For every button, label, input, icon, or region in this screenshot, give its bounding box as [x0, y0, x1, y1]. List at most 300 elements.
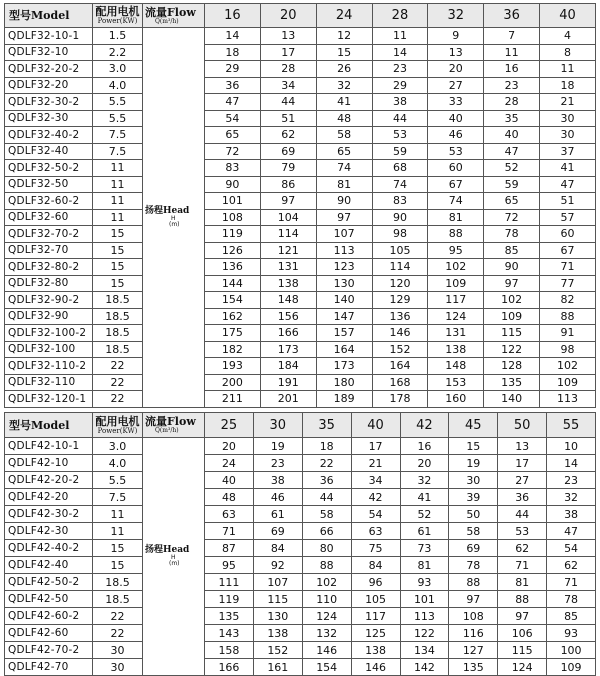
head-value-cell: 88 [540, 308, 596, 325]
head-value-cell: 97 [260, 193, 316, 210]
flow-value-header: 24 [316, 4, 372, 28]
head-value-cell: 13 [260, 28, 316, 45]
head-label: 扬程Head [145, 545, 190, 555]
head-value-cell: 93 [400, 574, 449, 591]
head-value-cell: 21 [540, 94, 596, 111]
power-cell: 30 [93, 659, 143, 676]
head-value-cell: 44 [372, 110, 428, 127]
head-value-cell: 23 [484, 77, 540, 94]
table-row [5, 608, 596, 625]
table-row [5, 193, 596, 210]
power-cell: 18.5 [93, 341, 143, 358]
power-cell: 15 [93, 226, 143, 243]
head-value-cell: 78 [449, 557, 498, 574]
head-value-cell: 84 [351, 557, 400, 574]
head-value-cell: 136 [372, 308, 428, 325]
head-value-cell: 36 [302, 472, 351, 489]
head-value-cell: 17 [498, 455, 547, 472]
power-cell: 1.5 [93, 28, 143, 45]
head-value-cell: 29 [205, 61, 261, 78]
head-value-cell: 100 [547, 642, 596, 659]
model-cell: QDLF32-120-1 [5, 391, 93, 408]
power-cell: 22 [93, 358, 143, 375]
head-value-cell: 135 [205, 608, 254, 625]
head-value-cell: 81 [498, 574, 547, 591]
pump-table-qdlf42 [4, 412, 596, 676]
table-row [5, 143, 596, 160]
head-value-cell: 12 [316, 28, 372, 45]
head-value-cell: 154 [302, 659, 351, 676]
head-value-cell: 91 [540, 325, 596, 342]
head-value-cell: 57 [540, 209, 596, 226]
head-value-cell: 36 [498, 489, 547, 506]
head-value-cell: 67 [540, 242, 596, 259]
head-value-cell: 62 [547, 557, 596, 574]
head-value-cell: 69 [253, 523, 302, 540]
head-value-cell: 63 [351, 523, 400, 540]
head-value-cell: 86 [260, 176, 316, 193]
head-unit: (m) [169, 220, 180, 228]
table-row [5, 642, 596, 659]
head-value-cell: 40 [484, 127, 540, 144]
head-value-cell: 20 [428, 61, 484, 78]
head-value-cell: 110 [302, 591, 351, 608]
head-value-cell: 106 [498, 625, 547, 642]
table-row [5, 226, 596, 243]
head-value-cell: 28 [484, 94, 540, 111]
head-value-cell: 109 [428, 275, 484, 292]
head-value-cell: 53 [498, 523, 547, 540]
head-value-cell: 178 [372, 391, 428, 408]
power-cell: 2.2 [93, 44, 143, 61]
head-value-cell: 135 [484, 374, 540, 391]
head-value-cell: 34 [260, 77, 316, 94]
head-value-cell: 13 [498, 438, 547, 455]
head-value-cell: 11 [372, 28, 428, 45]
head-value-cell: 130 [253, 608, 302, 625]
head-value-cell: 97 [449, 591, 498, 608]
head-value-cell: 84 [253, 540, 302, 557]
head-label-cell [143, 28, 205, 408]
head-value-cell: 74 [372, 176, 428, 193]
table-row [5, 292, 596, 309]
table-row [5, 391, 596, 408]
table-row [5, 209, 596, 226]
head-value-cell: 29 [372, 77, 428, 94]
head-value-cell: 108 [449, 608, 498, 625]
head-value-cell: 38 [253, 472, 302, 489]
power-cell: 4.0 [93, 77, 143, 94]
head-value-cell: 38 [547, 506, 596, 523]
head-value-cell: 123 [316, 259, 372, 276]
head-value-cell: 101 [205, 193, 261, 210]
head-value-cell: 115 [484, 325, 540, 342]
table-row [5, 341, 596, 358]
head-value-cell: 115 [253, 591, 302, 608]
head-value-cell: 54 [547, 540, 596, 557]
model-cell: QDLF32-70 [5, 242, 93, 259]
head-value-cell: 79 [260, 160, 316, 177]
head-value-cell: 85 [547, 608, 596, 625]
table-row [5, 506, 596, 523]
head-value-cell: 58 [302, 506, 351, 523]
head-value-cell: 72 [205, 143, 261, 160]
table-row [5, 160, 596, 177]
head-value-cell: 30 [540, 127, 596, 144]
head-value-cell: 105 [372, 242, 428, 259]
head-value-cell: 39 [449, 489, 498, 506]
head-value-cell: 34 [351, 472, 400, 489]
head-value-cell: 162 [205, 308, 261, 325]
head-value-cell: 131 [260, 259, 316, 276]
model-cell: QDLF42-50 [5, 591, 93, 608]
flow-value-header: 30 [253, 413, 302, 438]
head-value-cell: 129 [372, 292, 428, 309]
head-value-cell: 146 [302, 642, 351, 659]
power-cell: 18.5 [93, 292, 143, 309]
head-value-cell: 98 [372, 226, 428, 243]
table-row [5, 259, 596, 276]
head-value-cell: 146 [372, 325, 428, 342]
model-cell: QDLF32-80-2 [5, 259, 93, 276]
table-row [5, 574, 596, 591]
head-value-cell: 128 [484, 358, 540, 375]
head-value-cell: 136 [205, 259, 261, 276]
power-cell: 11 [93, 506, 143, 523]
power-cell: 11 [93, 160, 143, 177]
table-row [5, 455, 596, 472]
model-cell: QDLF32-90 [5, 308, 93, 325]
flow-value-header: 42 [400, 413, 449, 438]
head-value-cell: 68 [372, 160, 428, 177]
model-cell: QDLF32-110-2 [5, 358, 93, 375]
head-value-cell: 62 [260, 127, 316, 144]
head-value-cell: 142 [400, 659, 449, 676]
head-value-cell: 48 [316, 110, 372, 127]
head-value-cell: 74 [428, 193, 484, 210]
head-value-cell: 14 [205, 28, 261, 45]
head-value-cell: 83 [372, 193, 428, 210]
head-value-cell: 135 [449, 659, 498, 676]
head-value-cell: 44 [498, 506, 547, 523]
model-cell: QDLF42-10-1 [5, 438, 93, 455]
head-value-cell: 16 [400, 438, 449, 455]
table-row [5, 94, 596, 111]
head-value-cell: 109 [547, 659, 596, 676]
table-row [5, 374, 596, 391]
head-value-cell: 173 [316, 358, 372, 375]
head-value-cell: 71 [205, 523, 254, 540]
head-value-cell: 164 [316, 341, 372, 358]
head-value-cell: 90 [484, 259, 540, 276]
head-value-cell: 121 [260, 242, 316, 259]
head-value-cell: 119 [205, 226, 261, 243]
head-value-cell: 88 [449, 574, 498, 591]
head-value-cell: 69 [449, 540, 498, 557]
head-value-cell: 32 [316, 77, 372, 94]
head-value-cell: 63 [205, 506, 254, 523]
head-value-cell: 138 [260, 275, 316, 292]
power-cell: 3.0 [93, 61, 143, 78]
model-cell: QDLF42-50-2 [5, 574, 93, 591]
power-cell: 22 [93, 374, 143, 391]
head-value-cell: 114 [372, 259, 428, 276]
head-value-cell: 102 [428, 259, 484, 276]
head-value-cell: 8 [540, 44, 596, 61]
power-cell: 7.5 [93, 127, 143, 144]
model-cell: QDLF32-60 [5, 209, 93, 226]
head-value-cell: 41 [540, 160, 596, 177]
power-cell: 11 [93, 176, 143, 193]
header-row [5, 4, 596, 28]
head-value-cell: 46 [253, 489, 302, 506]
flow-value-header: 20 [260, 4, 316, 28]
head-value-cell: 152 [372, 341, 428, 358]
head-value-cell: 54 [351, 506, 400, 523]
head-value-cell: 11 [484, 44, 540, 61]
head-value-cell: 78 [547, 591, 596, 608]
head-value-cell: 107 [316, 226, 372, 243]
model-cell: QDLF32-10-1 [5, 28, 93, 45]
head-value-cell: 164 [372, 358, 428, 375]
head-value-cell: 189 [316, 391, 372, 408]
head-value-cell: 180 [316, 374, 372, 391]
table-row [5, 110, 596, 127]
head-value-cell: 105 [351, 591, 400, 608]
head-value-cell: 143 [205, 625, 254, 642]
head-value-cell: 153 [428, 374, 484, 391]
head-value-cell: 23 [372, 61, 428, 78]
head-value-cell: 116 [449, 625, 498, 642]
head-value-cell: 53 [372, 127, 428, 144]
head-value-cell: 88 [302, 557, 351, 574]
table-row [5, 591, 596, 608]
head-value-cell: 127 [449, 642, 498, 659]
model-cell: QDLF32-100-2 [5, 325, 93, 342]
model-cell: QDLF42-30 [5, 523, 93, 540]
head-value-cell: 130 [316, 275, 372, 292]
head-value-cell: 51 [260, 110, 316, 127]
head-value-cell: 191 [260, 374, 316, 391]
head-value-cell: 59 [484, 176, 540, 193]
head-value-cell: 95 [428, 242, 484, 259]
head-value-cell: 156 [260, 308, 316, 325]
head-value-cell: 74 [316, 160, 372, 177]
table-row [5, 44, 596, 61]
head-value-cell: 90 [205, 176, 261, 193]
head-value-cell: 102 [302, 574, 351, 591]
head-value-cell: 40 [205, 472, 254, 489]
head-value-cell: 65 [205, 127, 261, 144]
model-cell: QDLF32-50 [5, 176, 93, 193]
head-value-cell: 122 [484, 341, 540, 358]
head-value-cell: 96 [351, 574, 400, 591]
head-value-cell: 113 [540, 391, 596, 408]
table-row [5, 242, 596, 259]
flow-header: 流量Flow Q(m³/h) [143, 413, 205, 438]
head-value-cell: 184 [260, 358, 316, 375]
flow-value-header: 35 [302, 413, 351, 438]
power-cell: 15 [93, 275, 143, 292]
head-value-cell: 88 [428, 226, 484, 243]
head-value-cell: 152 [253, 642, 302, 659]
head-value-cell: 90 [316, 193, 372, 210]
head-value-cell: 97 [498, 608, 547, 625]
head-value-cell: 20 [205, 438, 254, 455]
model-cell: QDLF32-20-2 [5, 61, 93, 78]
model-cell: QDLF42-10 [5, 455, 93, 472]
model-cell: QDLF32-70-2 [5, 226, 93, 243]
head-value-cell: 44 [302, 489, 351, 506]
head-value-cell: 147 [316, 308, 372, 325]
model-cell: QDLF42-60 [5, 625, 93, 642]
head-value-cell: 13 [428, 44, 484, 61]
model-cell: QDLF32-100 [5, 341, 93, 358]
head-value-cell: 200 [205, 374, 261, 391]
model-cell: QDLF32-10 [5, 44, 93, 61]
head-value-cell: 97 [316, 209, 372, 226]
head-value-cell: 117 [351, 608, 400, 625]
head-value-cell: 51 [540, 193, 596, 210]
header-row [5, 413, 596, 438]
head-value-cell: 101 [400, 591, 449, 608]
head-value-cell: 166 [205, 659, 254, 676]
power-cell: 18.5 [93, 308, 143, 325]
flow-value-header: 55 [547, 413, 596, 438]
head-value-cell: 102 [484, 292, 540, 309]
table-row [5, 308, 596, 325]
head-value-cell: 138 [351, 642, 400, 659]
head-value-cell: 14 [547, 455, 596, 472]
power-cell: 18.5 [93, 574, 143, 591]
pump-table-qdlf32 [4, 3, 596, 408]
head-value-cell: 75 [351, 540, 400, 557]
head-value-cell: 158 [205, 642, 254, 659]
model-cell: QDLF42-70-2 [5, 642, 93, 659]
power-cell: 15 [93, 540, 143, 557]
power-header: 配用电机 Power(KW) [93, 413, 143, 438]
head-value-cell: 15 [449, 438, 498, 455]
power-cell: 7.5 [93, 143, 143, 160]
table-row [5, 127, 596, 144]
head-unit: (m) [169, 560, 180, 567]
model-cell: QDLF32-110 [5, 374, 93, 391]
table-row [5, 540, 596, 557]
head-value-cell: 9 [428, 28, 484, 45]
table-row [5, 77, 596, 94]
head-value-cell: 18 [205, 44, 261, 61]
model-cell: QDLF32-20 [5, 77, 93, 94]
head-value-cell: 82 [540, 292, 596, 309]
head-value-cell: 15 [316, 44, 372, 61]
head-value-cell: 124 [428, 308, 484, 325]
head-value-cell: 124 [302, 608, 351, 625]
head-value-cell: 154 [205, 292, 261, 309]
table-row [5, 472, 596, 489]
table-row [5, 325, 596, 342]
head-value-cell: 47 [205, 94, 261, 111]
power-cell: 18.5 [93, 591, 143, 608]
head-value-cell: 50 [449, 506, 498, 523]
model-cell: QDLF32-30 [5, 110, 93, 127]
head-value-cell: 78 [484, 226, 540, 243]
head-value-cell: 81 [400, 557, 449, 574]
head-value-cell: 54 [205, 110, 261, 127]
head-value-cell: 131 [428, 325, 484, 342]
table-row [5, 28, 596, 45]
head-value-cell: 17 [260, 44, 316, 61]
flow-value-header: 40 [351, 413, 400, 438]
model-cell: QDLF42-20 [5, 489, 93, 506]
head-value-cell: 61 [253, 506, 302, 523]
power-header: 配用电机 Power(KW) [93, 4, 143, 28]
table-row [5, 176, 596, 193]
model-cell: QDLF32-90-2 [5, 292, 93, 309]
head-label: 扬程Head [145, 205, 190, 216]
head-value-cell: 72 [484, 209, 540, 226]
head-value-cell: 126 [205, 242, 261, 259]
head-value-cell: 124 [498, 659, 547, 676]
head-value-cell: 47 [484, 143, 540, 160]
head-value-cell: 18 [540, 77, 596, 94]
head-value-cell: 58 [316, 127, 372, 144]
table-row [5, 275, 596, 292]
head-value-cell: 38 [372, 94, 428, 111]
model-cell: QDLF42-40-2 [5, 540, 93, 557]
power-cell: 22 [93, 608, 143, 625]
head-value-cell: 140 [316, 292, 372, 309]
head-value-cell: 182 [205, 341, 261, 358]
flow-value-header: 16 [205, 4, 261, 28]
model-cell: QDLF32-30-2 [5, 94, 93, 111]
head-value-cell: 66 [302, 523, 351, 540]
head-value-cell: 193 [205, 358, 261, 375]
head-value-cell: 81 [316, 176, 372, 193]
head-value-cell: 160 [428, 391, 484, 408]
model-header: 型号Model [5, 4, 93, 28]
head-value-cell: 32 [400, 472, 449, 489]
head-value-cell: 60 [428, 160, 484, 177]
table-row [5, 659, 596, 676]
head-value-cell: 26 [316, 61, 372, 78]
head-value-cell: 93 [547, 625, 596, 642]
model-cell: QDLF42-20-2 [5, 472, 93, 489]
head-value-cell: 107 [253, 574, 302, 591]
model-header: 型号Model [5, 413, 93, 438]
head-value-cell: 138 [253, 625, 302, 642]
head-value-cell: 95 [205, 557, 254, 574]
head-value-cell: 140 [484, 391, 540, 408]
head-value-cell: 109 [540, 374, 596, 391]
head-value-cell: 36 [205, 77, 261, 94]
flow-value-header: 25 [205, 413, 254, 438]
head-value-cell: 17 [351, 438, 400, 455]
head-value-cell: 173 [260, 341, 316, 358]
head-value-cell: 19 [449, 455, 498, 472]
head-value-cell: 90 [372, 209, 428, 226]
table-row [5, 489, 596, 506]
head-value-cell: 83 [205, 160, 261, 177]
model-cell: QDLF32-40-2 [5, 127, 93, 144]
flow-value-header: 28 [372, 4, 428, 28]
flow-value-header: 40 [540, 4, 596, 28]
head-value-cell: 59 [372, 143, 428, 160]
head-value-cell: 113 [400, 608, 449, 625]
head-value-cell: 27 [498, 472, 547, 489]
head-value-cell: 10 [547, 438, 596, 455]
head-value-cell: 35 [484, 110, 540, 127]
head-value-cell: 138 [428, 341, 484, 358]
